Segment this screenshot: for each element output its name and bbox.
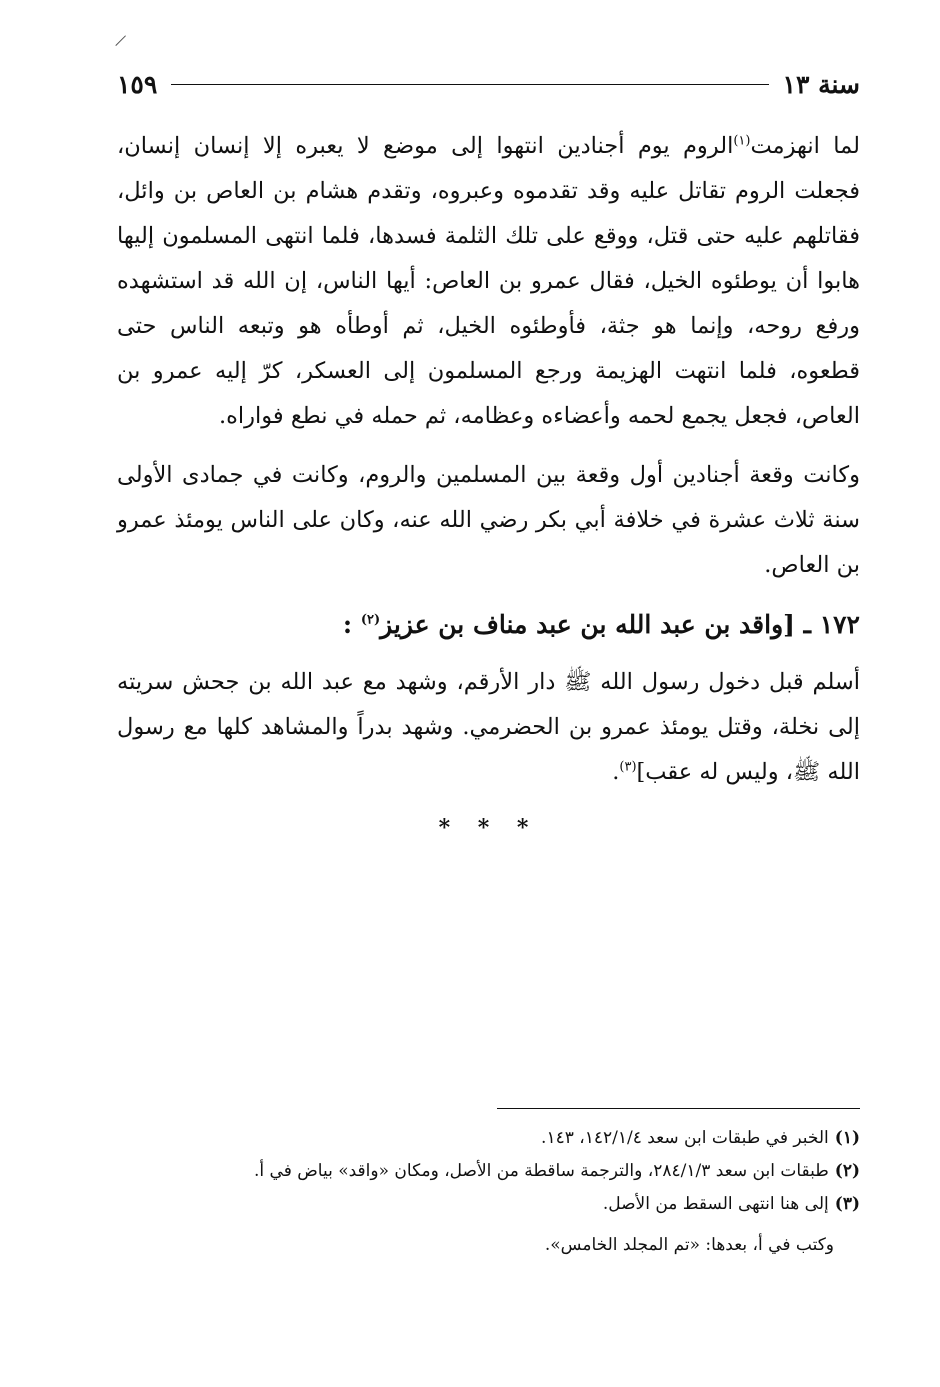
corner-mark (115, 35, 126, 46)
header-rule (171, 84, 768, 85)
footnote-number: (٣) (834, 1194, 860, 1214)
header-section-title: سنة ١٣ (782, 69, 860, 99)
footnote-text: طبقات ابن سعد ٢٨٤/١/٣، والترجمة ساقطة من الأصل، ومكان «واقد» بياض في أ. (254, 1161, 829, 1181)
footnote-2 (117, 1155, 860, 1188)
footnote-3 (117, 1188, 860, 1221)
footnote-text: الخبر في طبقات ابن سعد ١٤٢/١/٤، ١٤٣. (541, 1128, 829, 1148)
page-number: ١٥٩ (117, 69, 158, 99)
footnote-1 (117, 1122, 860, 1155)
main-text (117, 124, 860, 841)
footnote-colophon: وكتب في أ، بعدها: «تم المجلد الخامس». (544, 1235, 834, 1255)
section-separator: * * * (438, 815, 539, 841)
footnote-ref-2[interactable]: (٢) (360, 612, 381, 628)
footnote-text: إلى هنا انتهى السقط من الأصل. (602, 1194, 829, 1214)
footnotes (117, 1122, 860, 1262)
paragraph-battle-date: وكانت وقعة أجنادين أول وقعة بين المسلمين والروم، وكانت في جمادى الأولى سنة ثلاث عشرة في خلافة أبي بكر رضي الله عنه، وكان على الناس يومئذ عمرو بن العاص. (117, 462, 860, 578)
footnote-ref-1[interactable]: (١) (733, 133, 751, 149)
paragraph-ajnadayn-battle (117, 124, 860, 439)
running-header (117, 66, 860, 102)
para3-text: أسلم قبل دخول رسول الله ﷺ دار الأرقم، وشهد مع عبد الله بن جحش سريته إلى نخلة، وقتل يومئذ عمرو بن الحضرمي. وشهد بدراً والمشاهد كلها مع رسول الله ﷺ، وليس له عقب] (117, 669, 860, 785)
para1-start: لما انهزمت (750, 133, 860, 159)
paragraph-waqid-bio (117, 660, 860, 795)
entry-colon: : (342, 610, 361, 639)
footnote-ref-3[interactable]: (٣) (619, 759, 637, 775)
footnote-number: (٢) (834, 1161, 860, 1181)
footnote-rule (497, 1108, 860, 1109)
footnote-number: (١) (834, 1128, 860, 1148)
para3-end: . (612, 759, 620, 785)
entry-heading-172 (117, 602, 860, 648)
para1-rest: الروم يوم أجنادين انتهوا إلى موضع لا يعبره إلا إنسان إنسان، فجعلت الروم تقاتل عليه وقد تقدموه وعبروه، وتقدم هشام بن العاص بن وائل، فقاتلهم عليه حتى قتل، ووقع على تلك الثلمة فسدها، فلما انتهى المسلمون إليها هابوا أن يوطئوه الخيل، فقال عمرو بن العاص: أيها الناس، إن الله قد استشهده ورفع روحه، وإنما هو جثة، فأوطئوه الخيل، ثم أوطأه هو وتبعه الناس حتى قطعوه، فلما انتهت الهزيمة ورجع المسلمون إلى العسكر، كرّ إليه عمرو بن العاص، فجعل يجمع لحمه وأعضاءه وعظامه، ثم حمله في نطع فواراه. (117, 133, 860, 429)
entry-title: ١٧٢ ـ [واقد بن عبد الله بن عبد مناف بن عزيز (380, 610, 860, 639)
